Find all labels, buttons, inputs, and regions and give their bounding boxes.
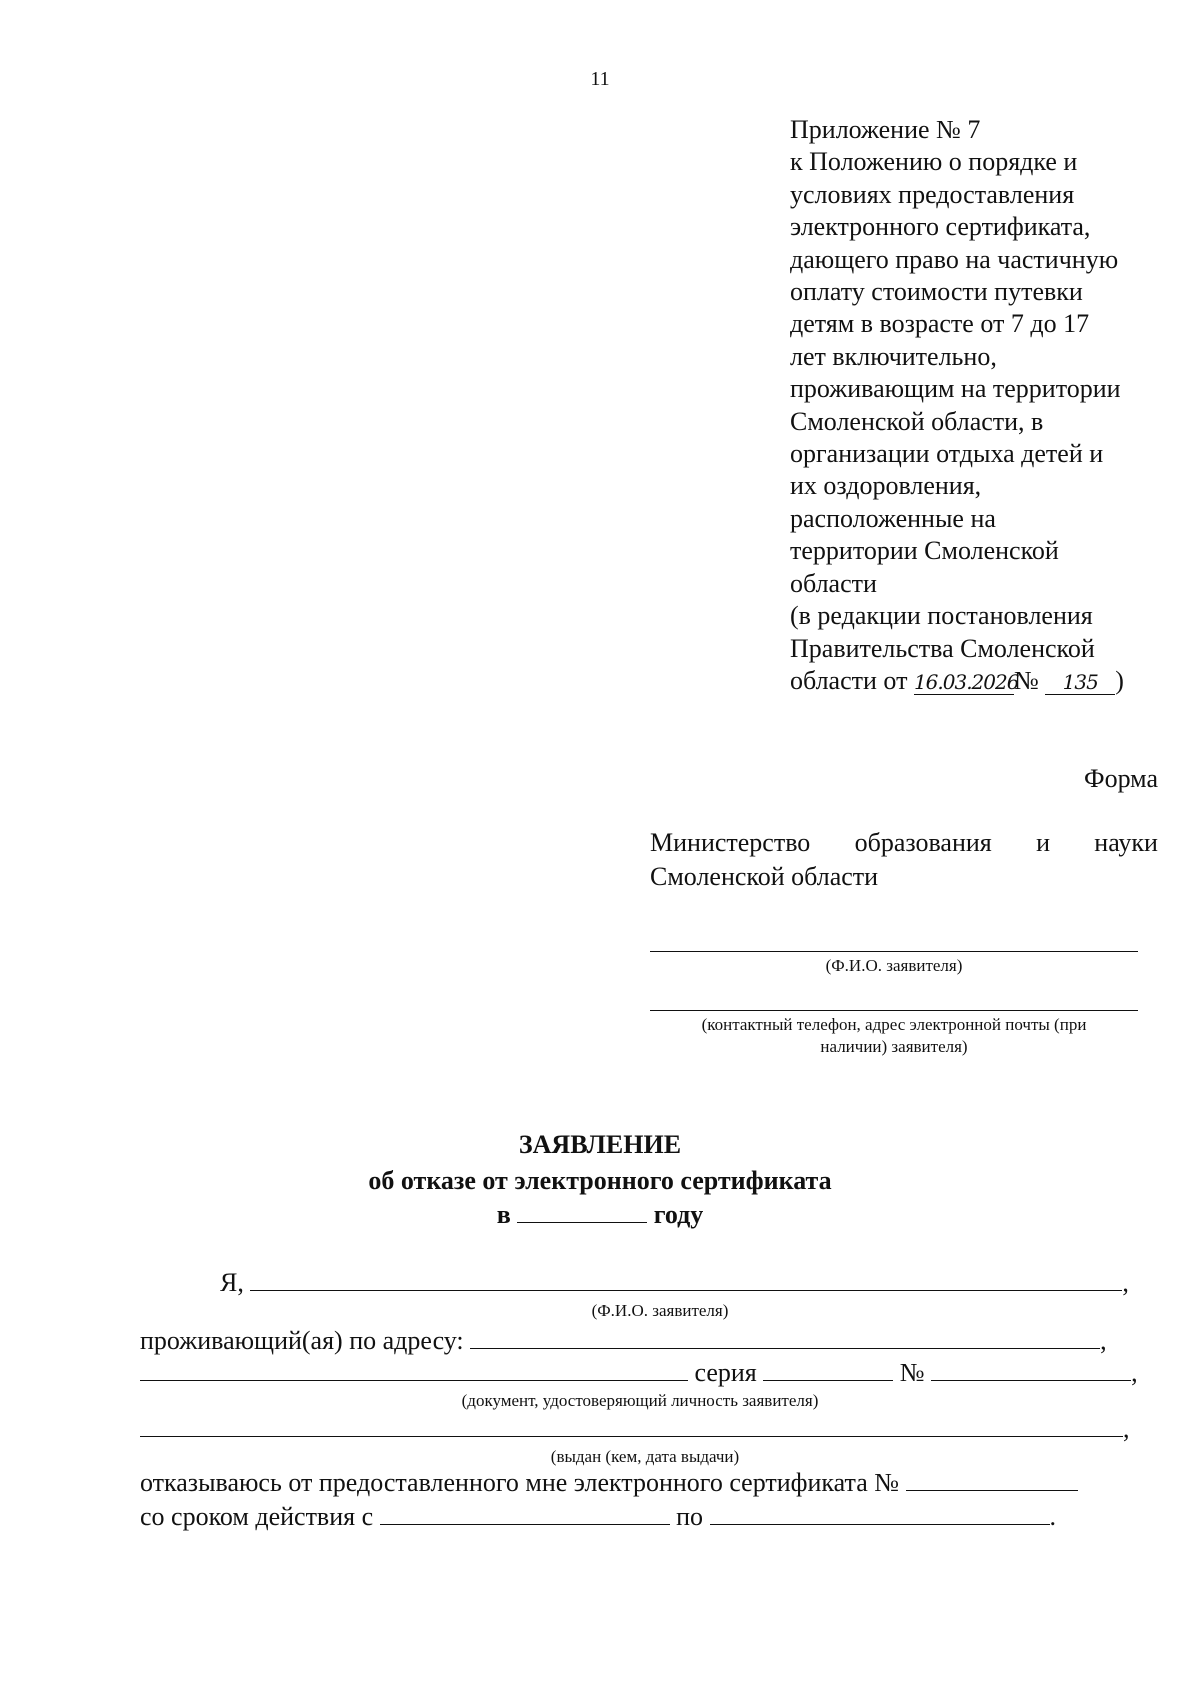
ministry-word: науки [1094,828,1158,857]
appendix-line: области [790,568,877,598]
address-label: проживающий(ая) по адресу: [140,1326,464,1355]
year-prefix: в [496,1200,511,1229]
applicant-contact-caption-1: (контактный телефон, адрес электронной почты (при [701,1015,1087,1034]
document-caption: (документ, удостоверяющий личность заявителя) [461,1391,819,1410]
appendix-line: оплату стоимости путевки [790,277,1083,307]
applicant-fio-caption: (Ф.И.О. заявителя) [825,956,963,975]
document-blank[interactable] [140,1358,688,1381]
series-blank[interactable] [763,1358,893,1381]
appendix-line: Смоленской области, в [790,406,1044,436]
valid-to-blank[interactable] [710,1502,1050,1525]
document-subtitle: об отказе от электронного сертификата [368,1166,832,1195]
row-address [140,1326,1107,1356]
row-refuse [140,1468,1078,1498]
appendix-line: расположенные на [790,503,996,533]
appendix-last-line [790,665,1170,697]
ya-label: Я, [220,1268,244,1297]
appendix-line: их оздоровления, [790,471,982,501]
issued-blank[interactable] [140,1414,1123,1437]
comma: , [1122,1268,1129,1297]
appendix-last-prefix: области от [790,665,908,695]
period: . [1049,1502,1057,1531]
appendix-line: электронного сертификата, [790,212,1091,242]
ministry-word: Министерство [650,828,811,857]
fio-caption: (Ф.И.О. заявителя) [591,1301,729,1320]
document-year-line [0,1200,1200,1230]
year-suffix: году [653,1200,704,1229]
series-label: серия [694,1358,757,1387]
closing-paren: ) [1115,665,1124,695]
appendix-line: лет включительно, [790,341,997,371]
appendix-line: Приложение № 7 [790,115,981,144]
appendix-line: Правительства Смоленской [790,633,1095,663]
ministry-line-1 [650,826,1158,860]
document-title: ЗАЯВЛЕНИЕ [518,1130,682,1159]
appendix-line: организации отдыха детей и [790,439,1104,469]
applicant-name-blank[interactable] [250,1268,1122,1291]
appendix-block [790,114,1170,697]
ministry-word: образования [854,828,992,857]
form-label: Форма [1084,764,1158,793]
comma: , [1131,1358,1138,1387]
address-blank[interactable] [470,1326,1100,1349]
valid-from-blank[interactable] [380,1502,670,1525]
to-label: по [676,1502,704,1531]
ministry-word: и [1036,828,1050,857]
comma: , [1100,1326,1107,1355]
appendix-line: к Положению о порядке и [790,147,1078,177]
ministry-line-2: Смоленской области [650,862,879,891]
handwritten-date: 16.03.2026 [913,669,1019,694]
appendix-line: дающего право на частичную [790,244,1119,274]
appendix-line: (в редакции постановления [790,601,1093,631]
row-issued [140,1414,1130,1444]
page-number: 11 [590,68,610,90]
appendix-line: условиях предоставления [790,179,1075,209]
refuse-text: отказываюсь от предоставленного мне электронного сертификата № [140,1468,900,1497]
number-sign: № [1013,665,1039,695]
applicant-fio-line[interactable] [650,951,1138,952]
certificate-number-blank[interactable] [906,1468,1078,1491]
addressee-ministry [650,826,1158,894]
applicant-contact-caption-2: наличии) заявителя) [820,1037,968,1056]
handwritten-number: 135 [1045,670,1115,695]
row-validity [140,1502,1056,1532]
row-document [140,1358,1138,1388]
applicant-contact-line[interactable] [650,1010,1138,1011]
document-number-blank[interactable] [931,1358,1131,1381]
issued-caption: (выдан (кем, дата выдачи) [550,1447,740,1466]
appendix-line: территории Смоленской [790,536,1059,566]
appendix-line: проживающим на территории [790,374,1121,404]
appendix-line: детям в возрасте от 7 до 17 [790,309,1090,339]
comma: , [1123,1414,1130,1443]
number-label: № [899,1358,925,1387]
row-applicant-name [220,1268,1129,1298]
year-blank[interactable] [517,1200,647,1223]
validity-label: со сроком действия с [140,1502,374,1531]
